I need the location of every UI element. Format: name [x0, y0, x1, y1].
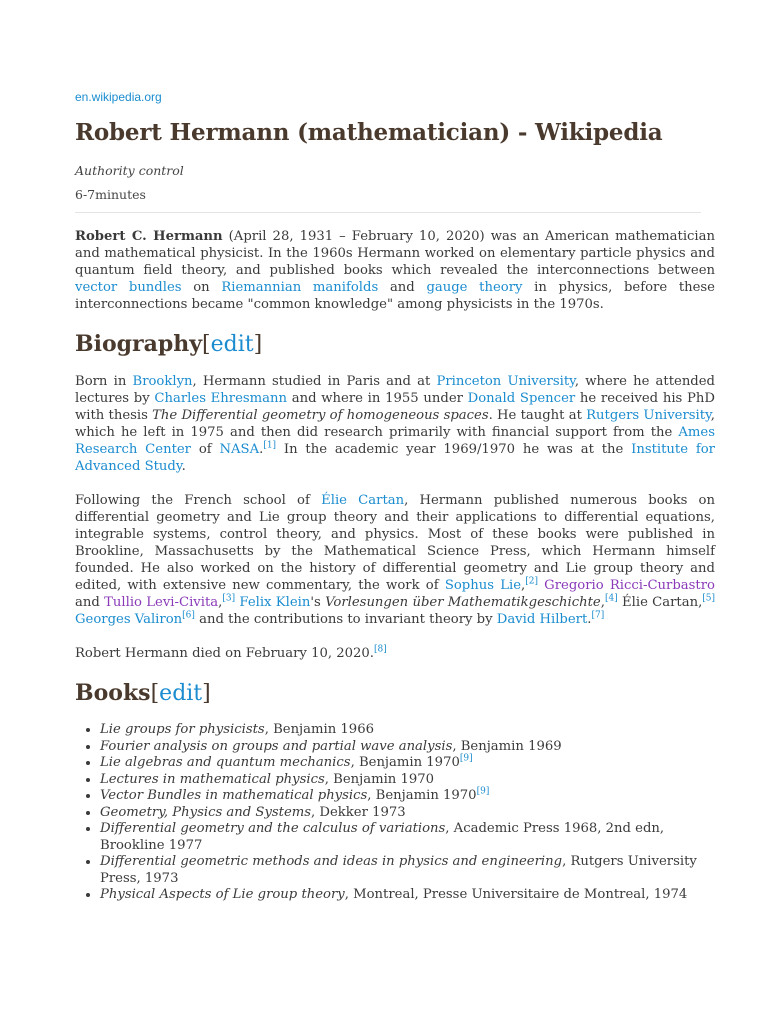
biography-paragraph-3: Robert Hermann died on February 10, 2020.[8] — [75, 644, 387, 661]
reference-5[interactable]: [5] — [702, 593, 716, 604]
books-heading: Books[edit] — [75, 680, 211, 706]
reference-7[interactable]: [7] — [591, 610, 605, 621]
source-domain-link[interactable]: en.wikipedia.org — [75, 90, 162, 104]
intro-paragraph: Robert C. Hermann (April 28, 1931 – February 10, 2020) was an American mathematician and mathematical physicist. In the 1960s Hermann worked on elementary particle physics and quantum field theory, and published books which revealed the interconnections between vector bundles on Riemannian manifolds and gauge theory in physics, before these interconnections became "common knowledge" among physicists in the 1970s. — [75, 229, 715, 312]
page-title: Robert Hermann (mathematician) - Wikipedia — [75, 119, 663, 146]
link-riemannian-manifolds[interactable]: Riemannian manifolds — [221, 280, 379, 295]
list-item: • Differential geometry and the calculus of variations, Academic Press 1968, 2nd edn, Brookline 1977 — [100, 821, 720, 854]
edit-biography-link[interactable]: edit — [210, 332, 254, 357]
link-institute-advanced-study[interactable]: Institute for Advanced Study — [75, 442, 715, 474]
link-tullio-levi-civita[interactable]: Tullio Levi-Civita — [104, 595, 219, 610]
klein-work-title: Vorlesungen über Mathematikgeschichte — [325, 595, 601, 610]
link-gauge-theory[interactable]: gauge theory — [426, 280, 523, 295]
link-felix-klein[interactable]: Felix Klein — [239, 595, 311, 610]
list-item: • Lie groups for physicists, Benjamin 1966 — [100, 722, 720, 739]
link-georges-valiron[interactable]: Georges Valiron — [75, 612, 183, 627]
link-vector-bundles[interactable]: vector bundles — [75, 280, 182, 295]
biography-paragraph-1: Born in Brooklyn, Hermann studied in Paris and at Princeton University, where he attended lectures by Charles Ehresmann and where in 1955 under Donald Spencer he received his PhD with thesis The Differential geometry of homogeneous spaces. He taught at Rutgers University, which he left in 1975 and then did research primarily with financial support from the Ames Research Center of NASA.[1] In the academic year 1969/1970 he was at the Institute for Advanced Study. — [75, 374, 715, 474]
list-item: • Geometry, Physics and Systems, Dekker 1973 — [100, 805, 720, 822]
biography-paragraph-2: Following the French school of Élie Cartan, Hermann published numerous books on differential geometry and Lie group theory and their applications to differential equations, integrable systems, control theory, and physics. Most of these books were published in Brookline, Massachusetts by the Mathematical Science Press, which Hermann himself founded. He also worked on the history of differential geometry and Lie group theory and edited, with extensive new commentary, the work of Sophus Lie,[2] Gregorio Ricci-Curbastro and Tullio Levi-Civita,[3] Felix Klein's Vorlesungen über Mathematikgeschichte,[4] Élie Cartan,[5] Georges Valiron[6] and the contributions to invariant theory by David Hilbert.[7] — [75, 493, 716, 627]
link-gregorio-ricci-curbastro[interactable]: Gregorio Ricci-Curbastro — [544, 578, 715, 593]
reference-3[interactable]: [3] — [222, 593, 236, 604]
link-sophus-lie[interactable]: Sophus Lie — [444, 578, 521, 593]
reference-2[interactable]: [2] — [525, 576, 538, 587]
link-nasa[interactable]: NASA — [219, 442, 260, 457]
list-item: • Lie algebras and quantum mechanics, Benjamin 1970[9] — [100, 755, 720, 772]
byline: Authority control — [75, 163, 184, 178]
article-page — [75, 0, 716, 1024]
link-elie-cartan[interactable]: Élie Cartan — [321, 493, 405, 508]
link-donald-spencer[interactable]: Donald Spencer — [467, 391, 576, 406]
article-body — [75, 228, 775, 904]
reference-4[interactable]: [4] — [604, 593, 618, 604]
thesis-title: The Differential geometry of homogeneous spaces — [152, 408, 489, 423]
link-rutgers-university[interactable]: Rutgers University — [586, 408, 711, 423]
books-list — [75, 722, 720, 904]
link-ames-research-center[interactable]: Ames Research Center — [75, 425, 715, 457]
reference-8[interactable]: [8] — [374, 644, 387, 655]
biography-heading: Biography[edit] — [75, 331, 263, 357]
reference-9[interactable]: [9] — [476, 786, 490, 797]
list-item: • Vector Bundles in mathematical physics, Benjamin 1970[9] — [100, 788, 720, 805]
reference-9[interactable]: [9] — [459, 753, 473, 764]
edit-books-link[interactable]: edit — [159, 681, 203, 706]
reference-6[interactable]: [6] — [182, 610, 195, 621]
link-brooklyn[interactable]: Brooklyn — [132, 374, 193, 389]
list-item: • Physical Aspects of Lie group theory, Montreal, Presse Universitaire de Montreal, 1974 — [100, 887, 720, 904]
divider — [75, 212, 701, 213]
reference-1[interactable]: [1] — [263, 440, 277, 451]
list-item: • Differential geometric methods and ideas in physics and engineering, Rutgers University Press, 1973 — [100, 854, 720, 887]
link-princeton-university[interactable]: Princeton University — [436, 374, 575, 389]
link-david-hilbert[interactable]: David Hilbert — [496, 612, 588, 627]
list-item: • Fourier analysis on groups and partial wave analysis, Benjamin 1969 — [100, 739, 720, 756]
list-item: • Lectures in mathematical physics, Benjamin 1970 — [100, 772, 720, 789]
reading-time: 6-7minutes — [75, 187, 146, 202]
link-charles-ehresmann[interactable]: Charles Ehresmann — [154, 391, 288, 406]
subject-name: Robert C. Hermann — [75, 229, 223, 244]
